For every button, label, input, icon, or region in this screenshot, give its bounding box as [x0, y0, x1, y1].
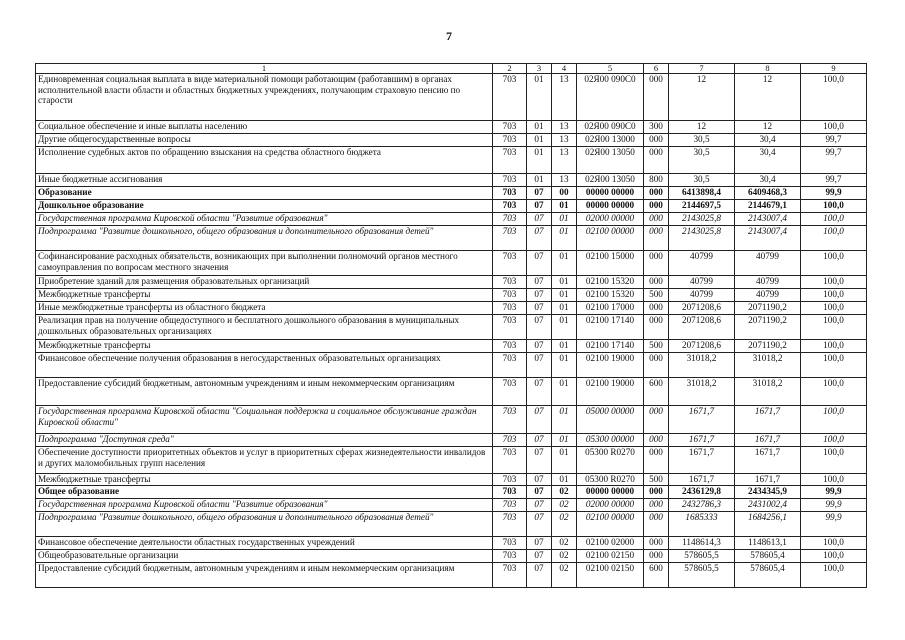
cell-expense-type: 300	[644, 121, 669, 134]
column-header-1: 1	[36, 64, 493, 74]
cell-section: 07	[527, 315, 552, 340]
cell-expense-type: 600	[644, 378, 669, 406]
cell-subsection: 01	[552, 213, 577, 226]
table-row	[36, 537, 867, 550]
cell-admin-code: 703	[493, 147, 527, 174]
cell-expense-type: 000	[644, 486, 669, 499]
cell-expense-type: 000	[644, 213, 669, 226]
cell-target-article: 05000 00000	[577, 406, 644, 434]
cell-subsection: 01	[552, 474, 577, 486]
cell-section: 07	[527, 499, 552, 512]
cell-plan: 40799	[669, 251, 735, 276]
cell-actual: 2071190,2	[735, 340, 801, 353]
cell-plan: 1671,7	[669, 406, 735, 434]
cell-subsection: 00	[552, 187, 577, 200]
cell-admin-code: 703	[493, 486, 527, 499]
cell-name: Подпрограмма "Развитие дошкольного, общего образования и дополнительного образования детей"	[36, 226, 493, 251]
cell-target-article: 02100 15000	[577, 251, 644, 276]
cell-plan: 578605,5	[669, 550, 735, 563]
table-row	[36, 213, 867, 226]
column-header-3: 3	[527, 64, 552, 74]
cell-name: Финансовое обеспечение деятельности областных государственных учреждений	[36, 537, 493, 550]
table-row	[36, 499, 867, 512]
cell-name: Государственная программа Кировской области "Развитие образования"	[36, 499, 493, 512]
cell-name: Иные бюджетные ассигнования	[36, 174, 493, 187]
cell-subsection: 01	[552, 378, 577, 406]
table-row	[36, 187, 867, 200]
cell-target-article: 00000 00000	[577, 187, 644, 200]
column-header-2: 2	[493, 64, 527, 74]
table-row	[36, 550, 867, 563]
cell-percent: 99,9	[801, 512, 867, 537]
cell-actual: 2071190,2	[735, 315, 801, 340]
cell-actual: 12	[735, 121, 801, 134]
cell-plan: 578605,5	[669, 563, 735, 588]
cell-expense-type: 500	[644, 474, 669, 486]
cell-admin-code: 703	[493, 302, 527, 315]
cell-section: 01	[527, 74, 552, 121]
column-header-7: 7	[669, 64, 735, 74]
cell-target-article: 02000 00000	[577, 499, 644, 512]
table-row	[36, 563, 867, 588]
cell-target-article: 02100 00000	[577, 512, 644, 537]
cell-subsection: 01	[552, 289, 577, 302]
table-row	[36, 276, 867, 289]
cell-plan: 40799	[669, 289, 735, 302]
table-row	[36, 226, 867, 251]
cell-actual: 30,4	[735, 174, 801, 187]
cell-actual: 2143007,4	[735, 226, 801, 251]
cell-subsection: 01	[552, 315, 577, 340]
cell-subsection: 01	[552, 276, 577, 289]
cell-plan: 2071208,6	[669, 340, 735, 353]
cell-subsection: 02	[552, 563, 577, 588]
cell-section: 07	[527, 474, 552, 486]
cell-expense-type: 000	[644, 315, 669, 340]
cell-target-article: 02100 17000	[577, 302, 644, 315]
column-header-6: 6	[644, 64, 669, 74]
cell-name: Иные межбюджетные трансферты из областного бюджета	[36, 302, 493, 315]
cell-target-article: 05300 R0270	[577, 447, 644, 474]
cell-subsection: 02	[552, 499, 577, 512]
cell-expense-type: 000	[644, 251, 669, 276]
cell-percent: 99,7	[801, 147, 867, 174]
cell-target-article: 02Я00 13000	[577, 134, 644, 147]
cell-percent: 100,0	[801, 406, 867, 434]
cell-admin-code: 703	[493, 121, 527, 134]
cell-plan: 30,5	[669, 134, 735, 147]
cell-admin-code: 703	[493, 174, 527, 187]
cell-plan: 2436129,8	[669, 486, 735, 499]
cell-actual: 578605,4	[735, 550, 801, 563]
cell-admin-code: 703	[493, 550, 527, 563]
cell-percent: 100,0	[801, 74, 867, 121]
cell-expense-type: 000	[644, 499, 669, 512]
cell-section: 07	[527, 200, 552, 213]
table-row	[36, 147, 867, 174]
cell-target-article: 02Я00 13050	[577, 174, 644, 187]
cell-actual: 31018,2	[735, 353, 801, 378]
cell-actual: 1671,7	[735, 474, 801, 486]
cell-subsection: 02	[552, 537, 577, 550]
cell-admin-code: 703	[493, 226, 527, 251]
cell-subsection: 13	[552, 134, 577, 147]
cell-subsection: 13	[552, 174, 577, 187]
cell-percent: 99,7	[801, 174, 867, 187]
cell-expense-type: 000	[644, 302, 669, 315]
cell-target-article: 02100 02150	[577, 550, 644, 563]
cell-target-article: 02100 17140	[577, 340, 644, 353]
cell-percent: 100,0	[801, 378, 867, 406]
cell-admin-code: 703	[493, 134, 527, 147]
cell-section: 07	[527, 340, 552, 353]
cell-name: Исполнение судебных актов по обращению взыскания на средства областного бюджета	[36, 147, 493, 174]
cell-admin-code: 703	[493, 434, 527, 447]
cell-percent: 100,0	[801, 251, 867, 276]
cell-actual: 1671,7	[735, 447, 801, 474]
cell-admin-code: 703	[493, 315, 527, 340]
cell-name: Межбюджетные трансферты	[36, 289, 493, 302]
cell-plan: 30,5	[669, 147, 735, 174]
cell-admin-code: 703	[493, 276, 527, 289]
cell-expense-type: 000	[644, 276, 669, 289]
cell-percent: 100,0	[801, 353, 867, 378]
cell-plan: 12	[669, 74, 735, 121]
cell-expense-type: 600	[644, 563, 669, 588]
cell-target-article: 05300 R0270	[577, 474, 644, 486]
cell-plan: 1685333	[669, 512, 735, 537]
cell-name: Единовременная социальная выплата в виде материальной помощи работающим (работавшим) в органах исполнительной власти области и областных бюджетных учреждениях, получающим страховую пенсию по старости	[36, 74, 493, 121]
cell-expense-type: 000	[644, 512, 669, 537]
cell-target-article: 02100 19000	[577, 378, 644, 406]
cell-expense-type: 000	[644, 434, 669, 447]
cell-actual: 1684256,1	[735, 512, 801, 537]
cell-percent: 100,0	[801, 226, 867, 251]
cell-admin-code: 703	[493, 213, 527, 226]
cell-name: Государственная программа Кировской области "Социальная поддержка и социальное обслуживание граждан Кировской области"	[36, 406, 493, 434]
cell-plan: 1671,7	[669, 434, 735, 447]
cell-admin-code: 703	[493, 499, 527, 512]
cell-percent: 100,0	[801, 200, 867, 213]
cell-percent: 100,0	[801, 537, 867, 550]
cell-target-article: 05300 00000	[577, 434, 644, 447]
cell-name: Общеобразовательные организации	[36, 550, 493, 563]
cell-target-article: 02Я00 090С0	[577, 121, 644, 134]
cell-expense-type: 000	[644, 406, 669, 434]
cell-percent: 100,0	[801, 474, 867, 486]
cell-admin-code: 703	[493, 474, 527, 486]
cell-admin-code: 703	[493, 340, 527, 353]
cell-plan: 12	[669, 121, 735, 134]
cell-target-article: 02Я00 13050	[577, 147, 644, 174]
cell-actual: 6409468,3	[735, 187, 801, 200]
table-row	[36, 251, 867, 276]
cell-expense-type: 000	[644, 74, 669, 121]
cell-plan: 2432786,3	[669, 499, 735, 512]
table-row	[36, 200, 867, 213]
cell-expense-type: 500	[644, 340, 669, 353]
cell-target-article: 02Я00 090С0	[577, 74, 644, 121]
column-header-4: 4	[552, 64, 577, 74]
cell-percent: 99,9	[801, 187, 867, 200]
cell-plan: 2143025,8	[669, 226, 735, 251]
cell-plan: 1671,7	[669, 474, 735, 486]
cell-percent: 100,0	[801, 434, 867, 447]
cell-admin-code: 703	[493, 200, 527, 213]
cell-name: Общее образование	[36, 486, 493, 499]
cell-plan: 1148614,3	[669, 537, 735, 550]
cell-admin-code: 703	[493, 378, 527, 406]
cell-name: Подпрограмма "Развитие дошкольного, общего образования и дополнительного образования детей"	[36, 512, 493, 537]
cell-percent: 100,0	[801, 213, 867, 226]
cell-percent: 100,0	[801, 289, 867, 302]
cell-section: 01	[527, 174, 552, 187]
cell-expense-type: 000	[644, 353, 669, 378]
cell-target-article: 00000 00000	[577, 200, 644, 213]
cell-actual: 30,4	[735, 134, 801, 147]
column-header-8: 8	[735, 64, 801, 74]
cell-actual: 578605,4	[735, 563, 801, 588]
cell-subsection: 13	[552, 74, 577, 121]
cell-expense-type: 800	[644, 174, 669, 187]
cell-admin-code: 703	[493, 251, 527, 276]
cell-expense-type: 000	[644, 187, 669, 200]
cell-expense-type: 000	[644, 550, 669, 563]
cell-name: Дошкольное образование	[36, 200, 493, 213]
cell-target-article: 02100 00000	[577, 226, 644, 251]
cell-target-article: 00000 00000	[577, 486, 644, 499]
cell-section: 01	[527, 121, 552, 134]
cell-target-article: 02100 02150	[577, 563, 644, 588]
table-row	[36, 340, 867, 353]
cell-subsection: 01	[552, 447, 577, 474]
cell-expense-type: 000	[644, 147, 669, 174]
cell-actual: 40799	[735, 276, 801, 289]
cell-name: Предоставление субсидий бюджетным, автономным учреждениям и иным некоммерческим организациям	[36, 563, 493, 588]
cell-admin-code: 703	[493, 187, 527, 200]
cell-actual: 2143007,4	[735, 213, 801, 226]
cell-target-article: 02100 19000	[577, 353, 644, 378]
cell-subsection: 02	[552, 512, 577, 537]
cell-section: 07	[527, 512, 552, 537]
cell-percent: 99,7	[801, 134, 867, 147]
cell-actual: 40799	[735, 289, 801, 302]
cell-admin-code: 703	[493, 447, 527, 474]
cell-section: 07	[527, 434, 552, 447]
cell-section: 07	[527, 378, 552, 406]
cell-target-article: 02100 15320	[577, 276, 644, 289]
cell-subsection: 01	[552, 200, 577, 213]
cell-percent: 100,0	[801, 276, 867, 289]
cell-percent: 100,0	[801, 563, 867, 588]
cell-subsection: 13	[552, 147, 577, 174]
cell-subsection: 01	[552, 434, 577, 447]
cell-section: 07	[527, 251, 552, 276]
header-row	[36, 64, 867, 74]
cell-section: 07	[527, 447, 552, 474]
cell-name: Межбюджетные трансферты	[36, 474, 493, 486]
cell-subsection: 01	[552, 340, 577, 353]
cell-plan: 40799	[669, 276, 735, 289]
cell-name: Реализация прав на получение общедоступного и бесплатного дошкольного образования в муниципальных дошкольных образовательных организациях	[36, 315, 493, 340]
cell-admin-code: 703	[493, 289, 527, 302]
cell-section: 07	[527, 486, 552, 499]
cell-actual: 2144679,1	[735, 200, 801, 213]
cell-plan: 1671,7	[669, 447, 735, 474]
table-row	[36, 486, 867, 499]
table-row	[36, 512, 867, 537]
cell-actual: 30,4	[735, 147, 801, 174]
cell-actual: 31018,2	[735, 378, 801, 406]
cell-subsection: 01	[552, 251, 577, 276]
cell-percent: 100,0	[801, 340, 867, 353]
cell-actual: 1671,7	[735, 406, 801, 434]
budget-table	[35, 63, 867, 588]
cell-percent: 100,0	[801, 315, 867, 340]
cell-percent: 100,0	[801, 302, 867, 315]
cell-actual: 2434345,9	[735, 486, 801, 499]
cell-name: Межбюджетные трансферты	[36, 340, 493, 353]
cell-section: 07	[527, 563, 552, 588]
table-row	[36, 406, 867, 434]
cell-percent: 100,0	[801, 121, 867, 134]
cell-plan: 2071208,6	[669, 302, 735, 315]
cell-target-article: 02100 17140	[577, 315, 644, 340]
cell-name: Софинансирование расходных обязательств, возникающих при выполнении полномочий органов местного самоуправления по вопросам местного значения	[36, 251, 493, 276]
cell-plan: 31018,2	[669, 378, 735, 406]
table-row	[36, 174, 867, 187]
cell-name: Предоставление субсидий бюджетным, автономным учреждениям и иным некоммерческим организациям	[36, 378, 493, 406]
cell-percent: 100,0	[801, 447, 867, 474]
cell-name: Государственная программа Кировской области "Развитие образования"	[36, 213, 493, 226]
cell-expense-type: 000	[644, 134, 669, 147]
cell-subsection: 01	[552, 353, 577, 378]
column-header-5: 5	[577, 64, 644, 74]
cell-section: 01	[527, 134, 552, 147]
cell-subsection: 01	[552, 302, 577, 315]
table-row	[36, 447, 867, 474]
cell-section: 07	[527, 276, 552, 289]
cell-section: 07	[527, 187, 552, 200]
cell-expense-type: 000	[644, 447, 669, 474]
cell-expense-type: 000	[644, 200, 669, 213]
cell-actual: 12	[735, 74, 801, 121]
cell-actual: 1148613,1	[735, 537, 801, 550]
cell-percent: 99,9	[801, 486, 867, 499]
cell-admin-code: 703	[493, 512, 527, 537]
cell-admin-code: 703	[493, 353, 527, 378]
table-row	[36, 302, 867, 315]
cell-expense-type: 000	[644, 226, 669, 251]
cell-actual: 1671,7	[735, 434, 801, 447]
cell-actual: 2071190,2	[735, 302, 801, 315]
cell-target-article: 02100 15320	[577, 289, 644, 302]
table-row	[36, 315, 867, 340]
cell-expense-type: 000	[644, 537, 669, 550]
table-row	[36, 121, 867, 134]
table-row	[36, 289, 867, 302]
table-row	[36, 134, 867, 147]
cell-name: Финансовое обеспечение получения образования в негосударственных образовательных организациях	[36, 353, 493, 378]
cell-section: 07	[527, 353, 552, 378]
cell-section: 07	[527, 289, 552, 302]
cell-name: Приобретение зданий для размещения образовательных организаций	[36, 276, 493, 289]
cell-name: Подпрограмма "Доступная среда"	[36, 434, 493, 447]
cell-section: 07	[527, 302, 552, 315]
cell-actual: 2431002,4	[735, 499, 801, 512]
cell-subsection: 02	[552, 486, 577, 499]
cell-admin-code: 703	[493, 563, 527, 588]
cell-plan: 2071208,6	[669, 315, 735, 340]
cell-section: 07	[527, 537, 552, 550]
cell-actual: 40799	[735, 251, 801, 276]
cell-percent: 100,0	[801, 550, 867, 563]
cell-percent: 99,9	[801, 499, 867, 512]
cell-admin-code: 703	[493, 537, 527, 550]
cell-subsection: 01	[552, 226, 577, 251]
page-number: 7	[446, 29, 452, 43]
cell-section: 07	[527, 550, 552, 563]
cell-plan: 2143025,8	[669, 213, 735, 226]
cell-plan: 31018,2	[669, 353, 735, 378]
cell-name: Другие общегосударственные вопросы	[36, 134, 493, 147]
table-row	[36, 434, 867, 447]
cell-section: 07	[527, 406, 552, 434]
table-row	[36, 74, 867, 121]
table-row	[36, 353, 867, 378]
cell-admin-code: 703	[493, 406, 527, 434]
cell-plan: 2144697,5	[669, 200, 735, 213]
cell-name: Образование	[36, 187, 493, 200]
table-row	[36, 474, 867, 486]
cell-section: 07	[527, 226, 552, 251]
cell-subsection: 13	[552, 121, 577, 134]
cell-target-article: 02000 00000	[577, 213, 644, 226]
table-row	[36, 378, 867, 406]
cell-name: Обеспечение доступности приоритетных объектов и услуг в приоритетных сферах жизнедеятельности инвалидов и других маломобильных групп населения	[36, 447, 493, 474]
cell-plan: 30,5	[669, 174, 735, 187]
column-header-9: 9	[801, 64, 867, 74]
cell-section: 01	[527, 147, 552, 174]
cell-target-article: 02100 02000	[577, 537, 644, 550]
cell-expense-type: 500	[644, 289, 669, 302]
cell-subsection: 01	[552, 406, 577, 434]
cell-name: Социальное обеспечение и иные выплаты населению	[36, 121, 493, 134]
cell-admin-code: 703	[493, 74, 527, 121]
cell-section: 07	[527, 213, 552, 226]
cell-subsection: 02	[552, 550, 577, 563]
cell-plan: 6413898,4	[669, 187, 735, 200]
